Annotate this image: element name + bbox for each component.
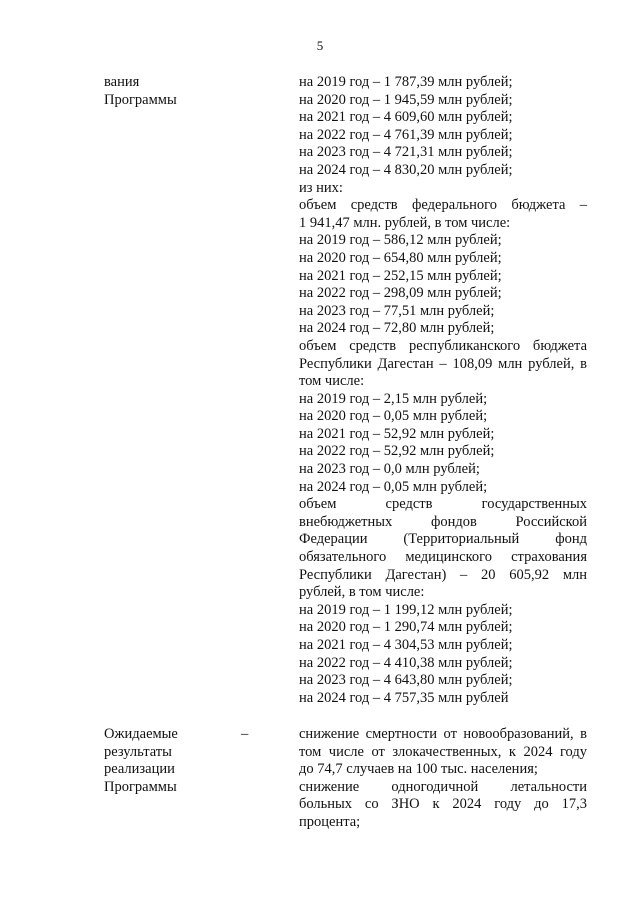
text-line: Республики Дагестан – 108,09 млн рублей, в (299, 355, 587, 372)
section2-label (104, 726, 178, 796)
text-line: на 2024 год – 72,80 млн рублей; (299, 320, 495, 337)
text-line: на 2020 год – 1 945,59 млн рублей; (299, 91, 513, 108)
text-line: на 2021 год – 252,15 млн рублей; (299, 267, 502, 284)
text-line: на 2019 год – 1 199,12 млн рублей; (299, 601, 513, 618)
text-line: на 2024 год – 0,05 млн рублей; (299, 478, 488, 495)
text-line: на 2019 год – 2,15 млн рублей; (299, 390, 488, 407)
text-line: на 2019 год – 586,12 млн рублей; (299, 232, 502, 249)
text-line: том числе от злокачественных, к 2024 году (299, 743, 587, 760)
text-line: внебюджетных фондов Российской (299, 513, 587, 530)
text-line: на 2022 год – 4 410,38 млн рублей; (299, 654, 513, 671)
section2-label-line: Программы (104, 778, 177, 795)
section1-label-line: вания (104, 74, 140, 90)
section2-dash: – (241, 726, 249, 742)
text-line: процента; (299, 813, 361, 830)
text-line: на 2020 год – 654,80 млн рублей; (299, 249, 502, 266)
text-line: на 2019 год – 1 787,39 млн рублей; (299, 74, 513, 90)
section2-label-line: Ожидаемые (104, 726, 178, 742)
text-line: Республики Дагестан) – 20 605,92 млн (299, 566, 587, 583)
text-line: на 2022 год – 4 761,39 млн рублей; (299, 126, 513, 143)
text-line: том числе: (299, 373, 365, 390)
text-line: на 2022 год – 298,09 млн рублей; (299, 285, 502, 302)
text-line: объем средств федерального бюджета – (299, 197, 587, 214)
text-line: на 2023 год – 0,0 млн рублей; (299, 461, 480, 478)
text-line: Федерации (Территориальный фонд (299, 531, 587, 548)
section2-content (299, 726, 587, 832)
text-line: на 2021 год – 4 609,60 млн рублей; (299, 109, 513, 126)
text-line: снижение смертности от новообразований, в (299, 726, 587, 742)
text-line: больных со ЗНО к 2024 году до 17,3 (299, 796, 587, 813)
text-line: до 74,7 случаев на 100 тыс. населения; (299, 761, 538, 778)
section1-label-line: Программы (104, 91, 177, 108)
text-line: обязательного медицинского страхования (299, 549, 587, 566)
section1-content (299, 74, 587, 707)
text-line: на 2022 год – 52,92 млн рублей; (299, 443, 495, 460)
section1-label (104, 74, 177, 109)
text-line: на 2024 год – 4 757,35 млн рублей (299, 689, 509, 706)
section2-label-line: реализации (104, 761, 175, 778)
text-line: на 2023 год – 4 643,80 млн рублей; (299, 672, 513, 689)
text-line: 1 941,47 млн. рублей, в том числе: (299, 214, 511, 231)
text-line: на 2020 год – 1 290,74 млн рублей; (299, 619, 513, 636)
text-line: на 2024 год – 4 830,20 млн рублей; (299, 161, 513, 178)
text-line: на 2020 год – 0,05 млн рублей; (299, 408, 488, 425)
text-line: рублей, в том числе: (299, 584, 425, 601)
text-line: объем средств республиканского бюджета (299, 337, 587, 354)
text-line: объем средств государственных (299, 496, 587, 513)
text-line: на 2023 год – 77,51 млн рублей; (299, 302, 495, 319)
text-line: на 2021 год – 4 304,53 млн рублей; (299, 637, 513, 653)
page-number: 5 (316, 38, 324, 53)
text-line: снижение одногодичной летальности (299, 778, 587, 795)
text-line: на 2021 год – 52,92 млн рублей; (299, 425, 495, 442)
section2-label-line: результаты (104, 743, 172, 760)
text-line: из них: (299, 179, 343, 196)
text-line: на 2023 год – 4 721,31 млн рублей; (299, 144, 513, 161)
